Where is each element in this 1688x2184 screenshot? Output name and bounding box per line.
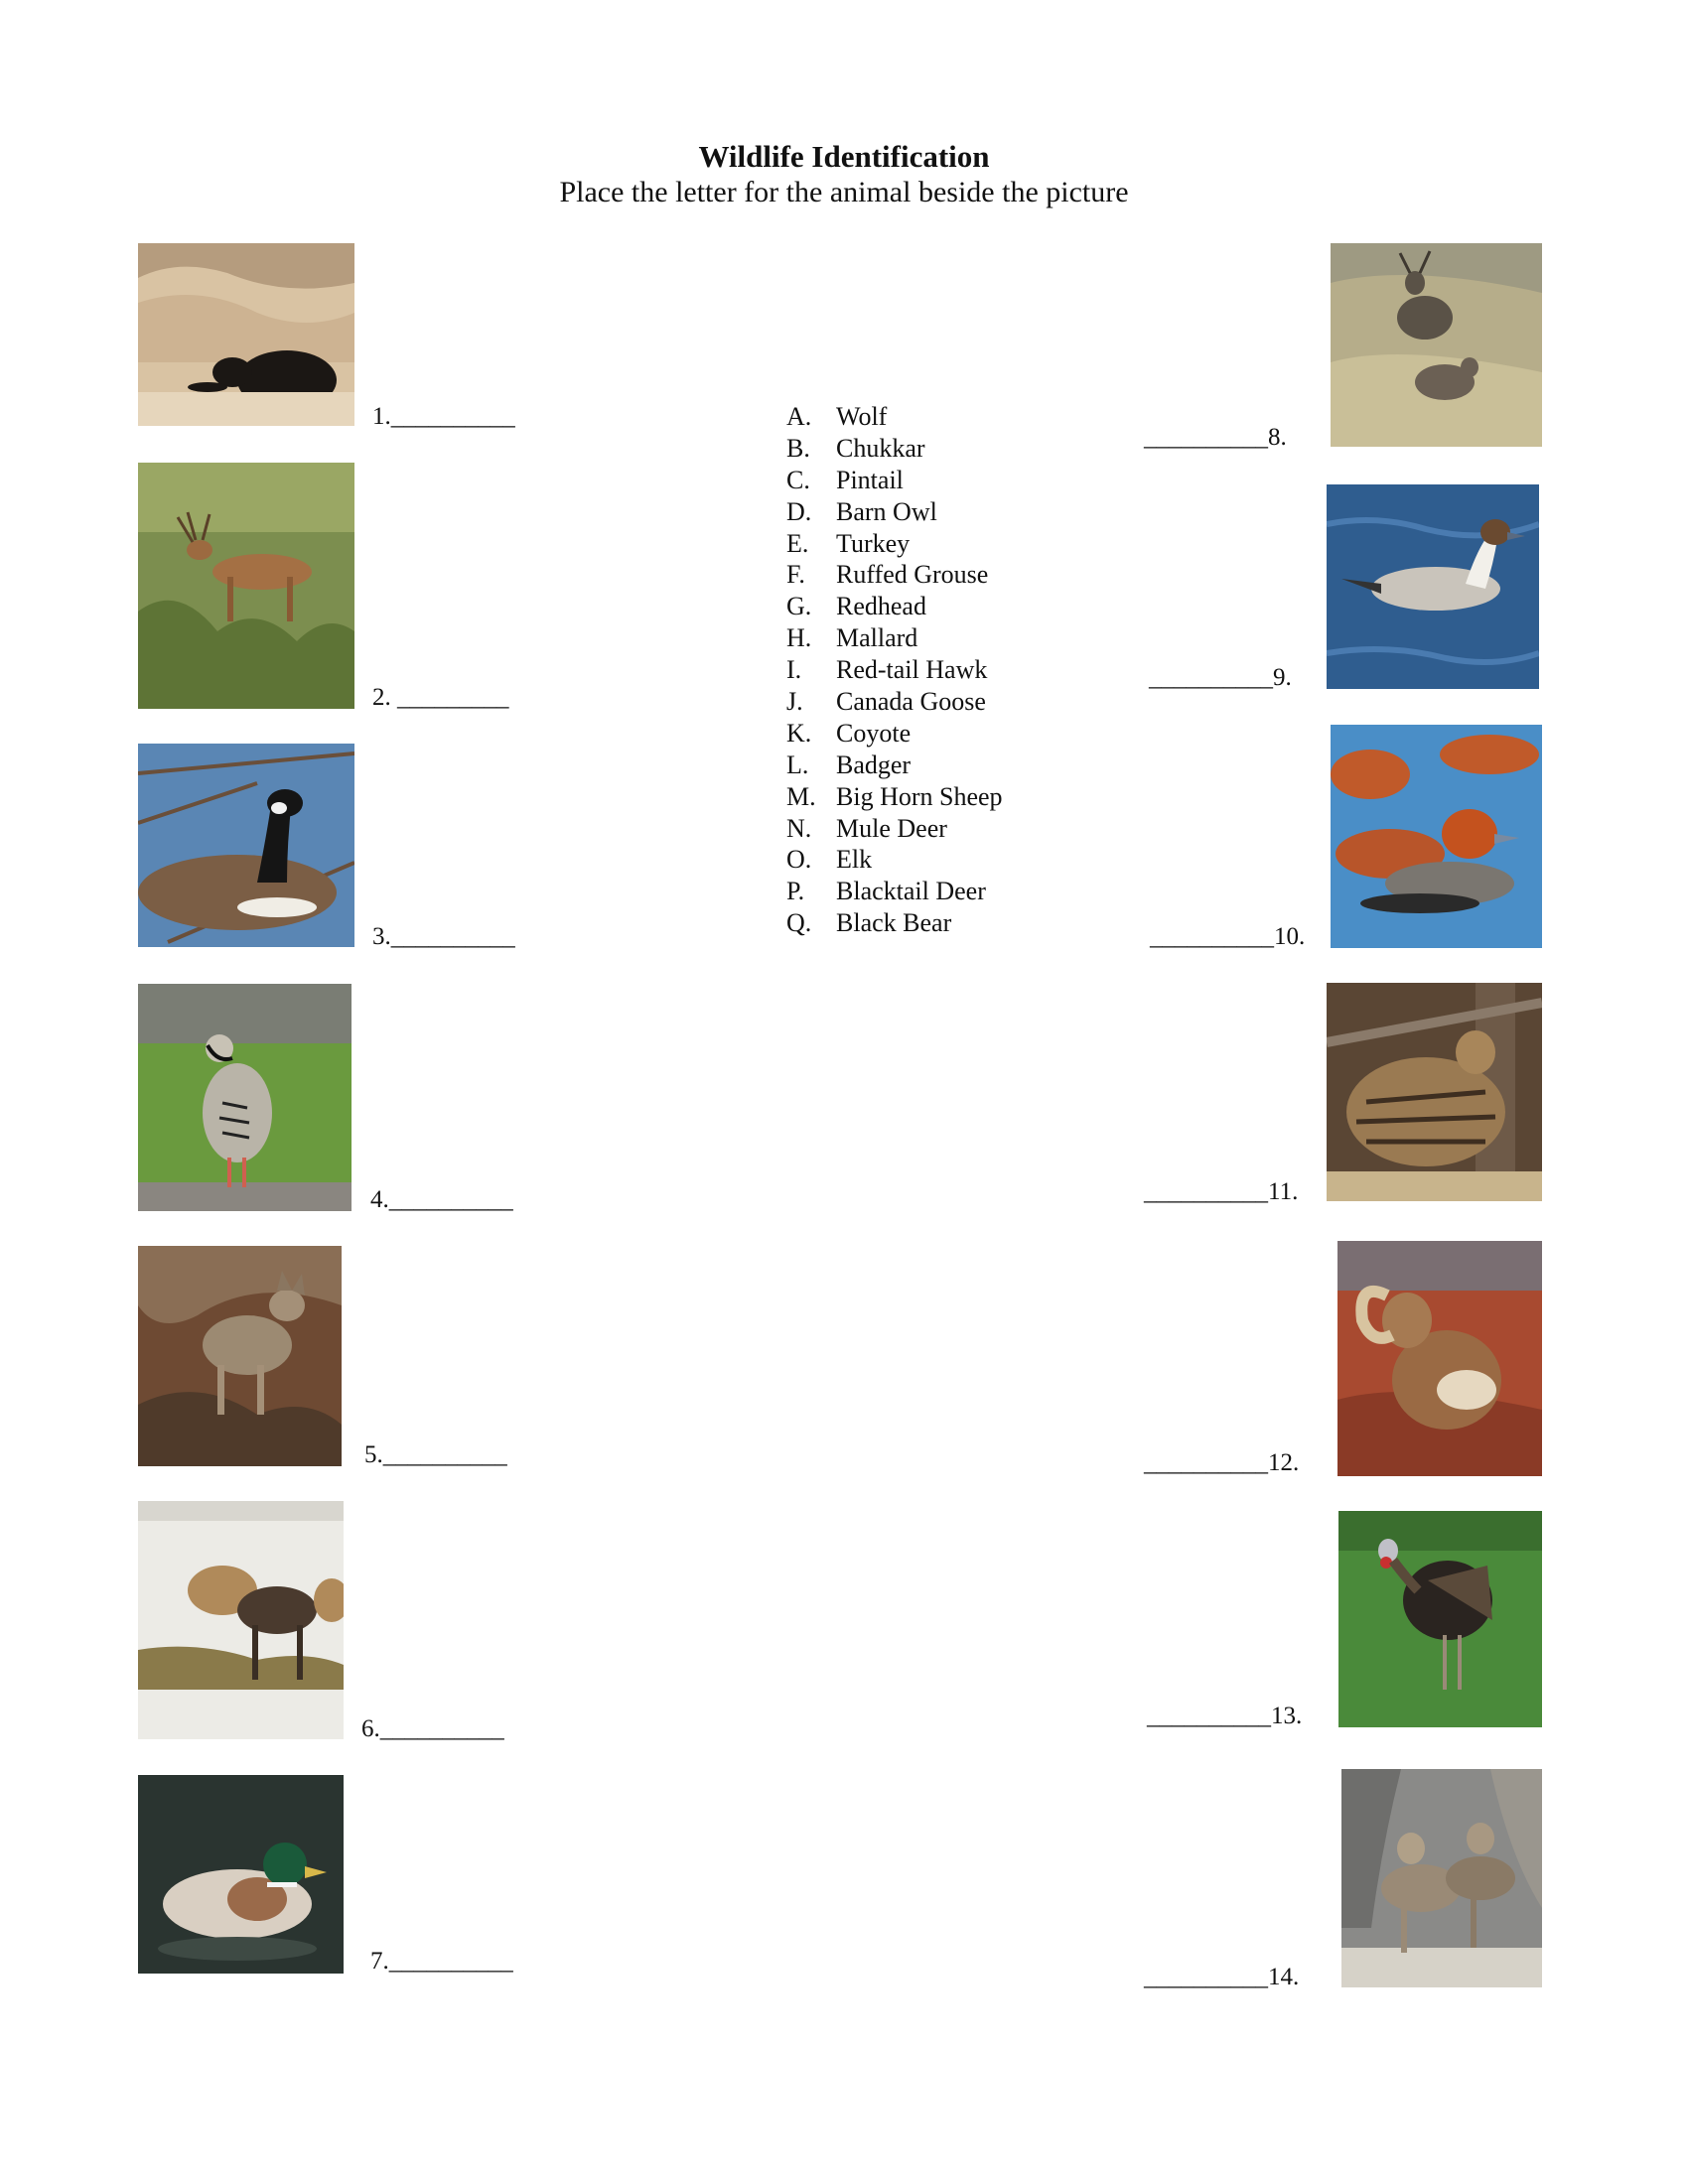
answer-key-item: E. Turkey bbox=[786, 528, 911, 558]
answer-key-item: M. Big Horn Sheep bbox=[786, 781, 1003, 811]
answer-key-item: L. Badger bbox=[786, 750, 912, 779]
answer-blank-7[interactable]: 7.__________ bbox=[370, 1948, 513, 1975]
answer-blank-6[interactable]: 6.__________ bbox=[361, 1715, 504, 1742]
answer-blank-14[interactable]: __________14. bbox=[1144, 1964, 1300, 1990]
answer-key-item: O. Elk bbox=[786, 845, 873, 875]
answer-key-item: I. Red-tail Hawk bbox=[786, 655, 988, 685]
canada-goose-photo bbox=[138, 744, 354, 947]
redhead-photo bbox=[1331, 725, 1542, 948]
answer-blank-8[interactable]: __________8. bbox=[1144, 424, 1287, 451]
answer-key-list bbox=[786, 401, 1003, 939]
coyote-photo bbox=[138, 1246, 342, 1466]
answer-blank-9[interactable]: __________9. bbox=[1149, 664, 1292, 691]
answer-key-item: K. Coyote bbox=[786, 718, 912, 748]
answer-blank-4[interactable]: 4.__________ bbox=[370, 1186, 513, 1213]
chukar-photo bbox=[138, 984, 352, 1211]
answer-key-item: H. Mallard bbox=[786, 623, 918, 653]
answer-blank-2[interactable]: 2. _________ bbox=[372, 684, 509, 711]
answer-blank-5[interactable]: 5.__________ bbox=[364, 1441, 507, 1468]
answer-blank-10[interactable]: __________10. bbox=[1150, 923, 1306, 950]
answer-key-item: C. Pintail bbox=[786, 465, 904, 494]
answer-blank-1[interactable]: 1.__________ bbox=[372, 403, 515, 430]
page-title: Wildlife Identification bbox=[698, 139, 990, 174]
big-horn-sheep-photo bbox=[1337, 1241, 1542, 1476]
answer-key-item: D. Barn Owl bbox=[786, 496, 937, 526]
answer-key-item: P. Blacktail Deer bbox=[786, 877, 986, 906]
answer-key-item: A. Wolf bbox=[786, 402, 888, 431]
mule-deer-photo bbox=[1331, 243, 1542, 447]
answer-key-item: G. Redhead bbox=[786, 592, 926, 621]
black-bear-photo bbox=[138, 243, 354, 426]
wolf-photo bbox=[1341, 1769, 1542, 1987]
answer-blank-11[interactable]: __________11. bbox=[1144, 1178, 1299, 1205]
instructions: Place the letter for the animal beside the picture bbox=[559, 176, 1129, 208]
mallard-photo bbox=[138, 1775, 344, 1974]
answer-key-item: F. Ruffed Grouse bbox=[786, 560, 989, 590]
answer-blank-13[interactable]: __________13. bbox=[1147, 1703, 1303, 1729]
answer-key-item: B. Chukkar bbox=[786, 433, 925, 463]
answer-key-item: Q. Black Bear bbox=[786, 908, 952, 938]
ruffed-grouse-photo bbox=[1327, 983, 1542, 1201]
pintail-photo bbox=[1327, 484, 1539, 689]
answer-key-item: N. Mule Deer bbox=[786, 813, 947, 843]
answer-blank-12[interactable]: __________12. bbox=[1144, 1449, 1300, 1476]
answer-blank-3[interactable]: 3.__________ bbox=[372, 923, 515, 950]
blacktail-deer-photo bbox=[138, 463, 354, 709]
turkey-photo bbox=[1338, 1511, 1542, 1727]
elk-photo bbox=[138, 1501, 344, 1739]
answer-key-item: J. Canada Goose bbox=[786, 687, 986, 717]
